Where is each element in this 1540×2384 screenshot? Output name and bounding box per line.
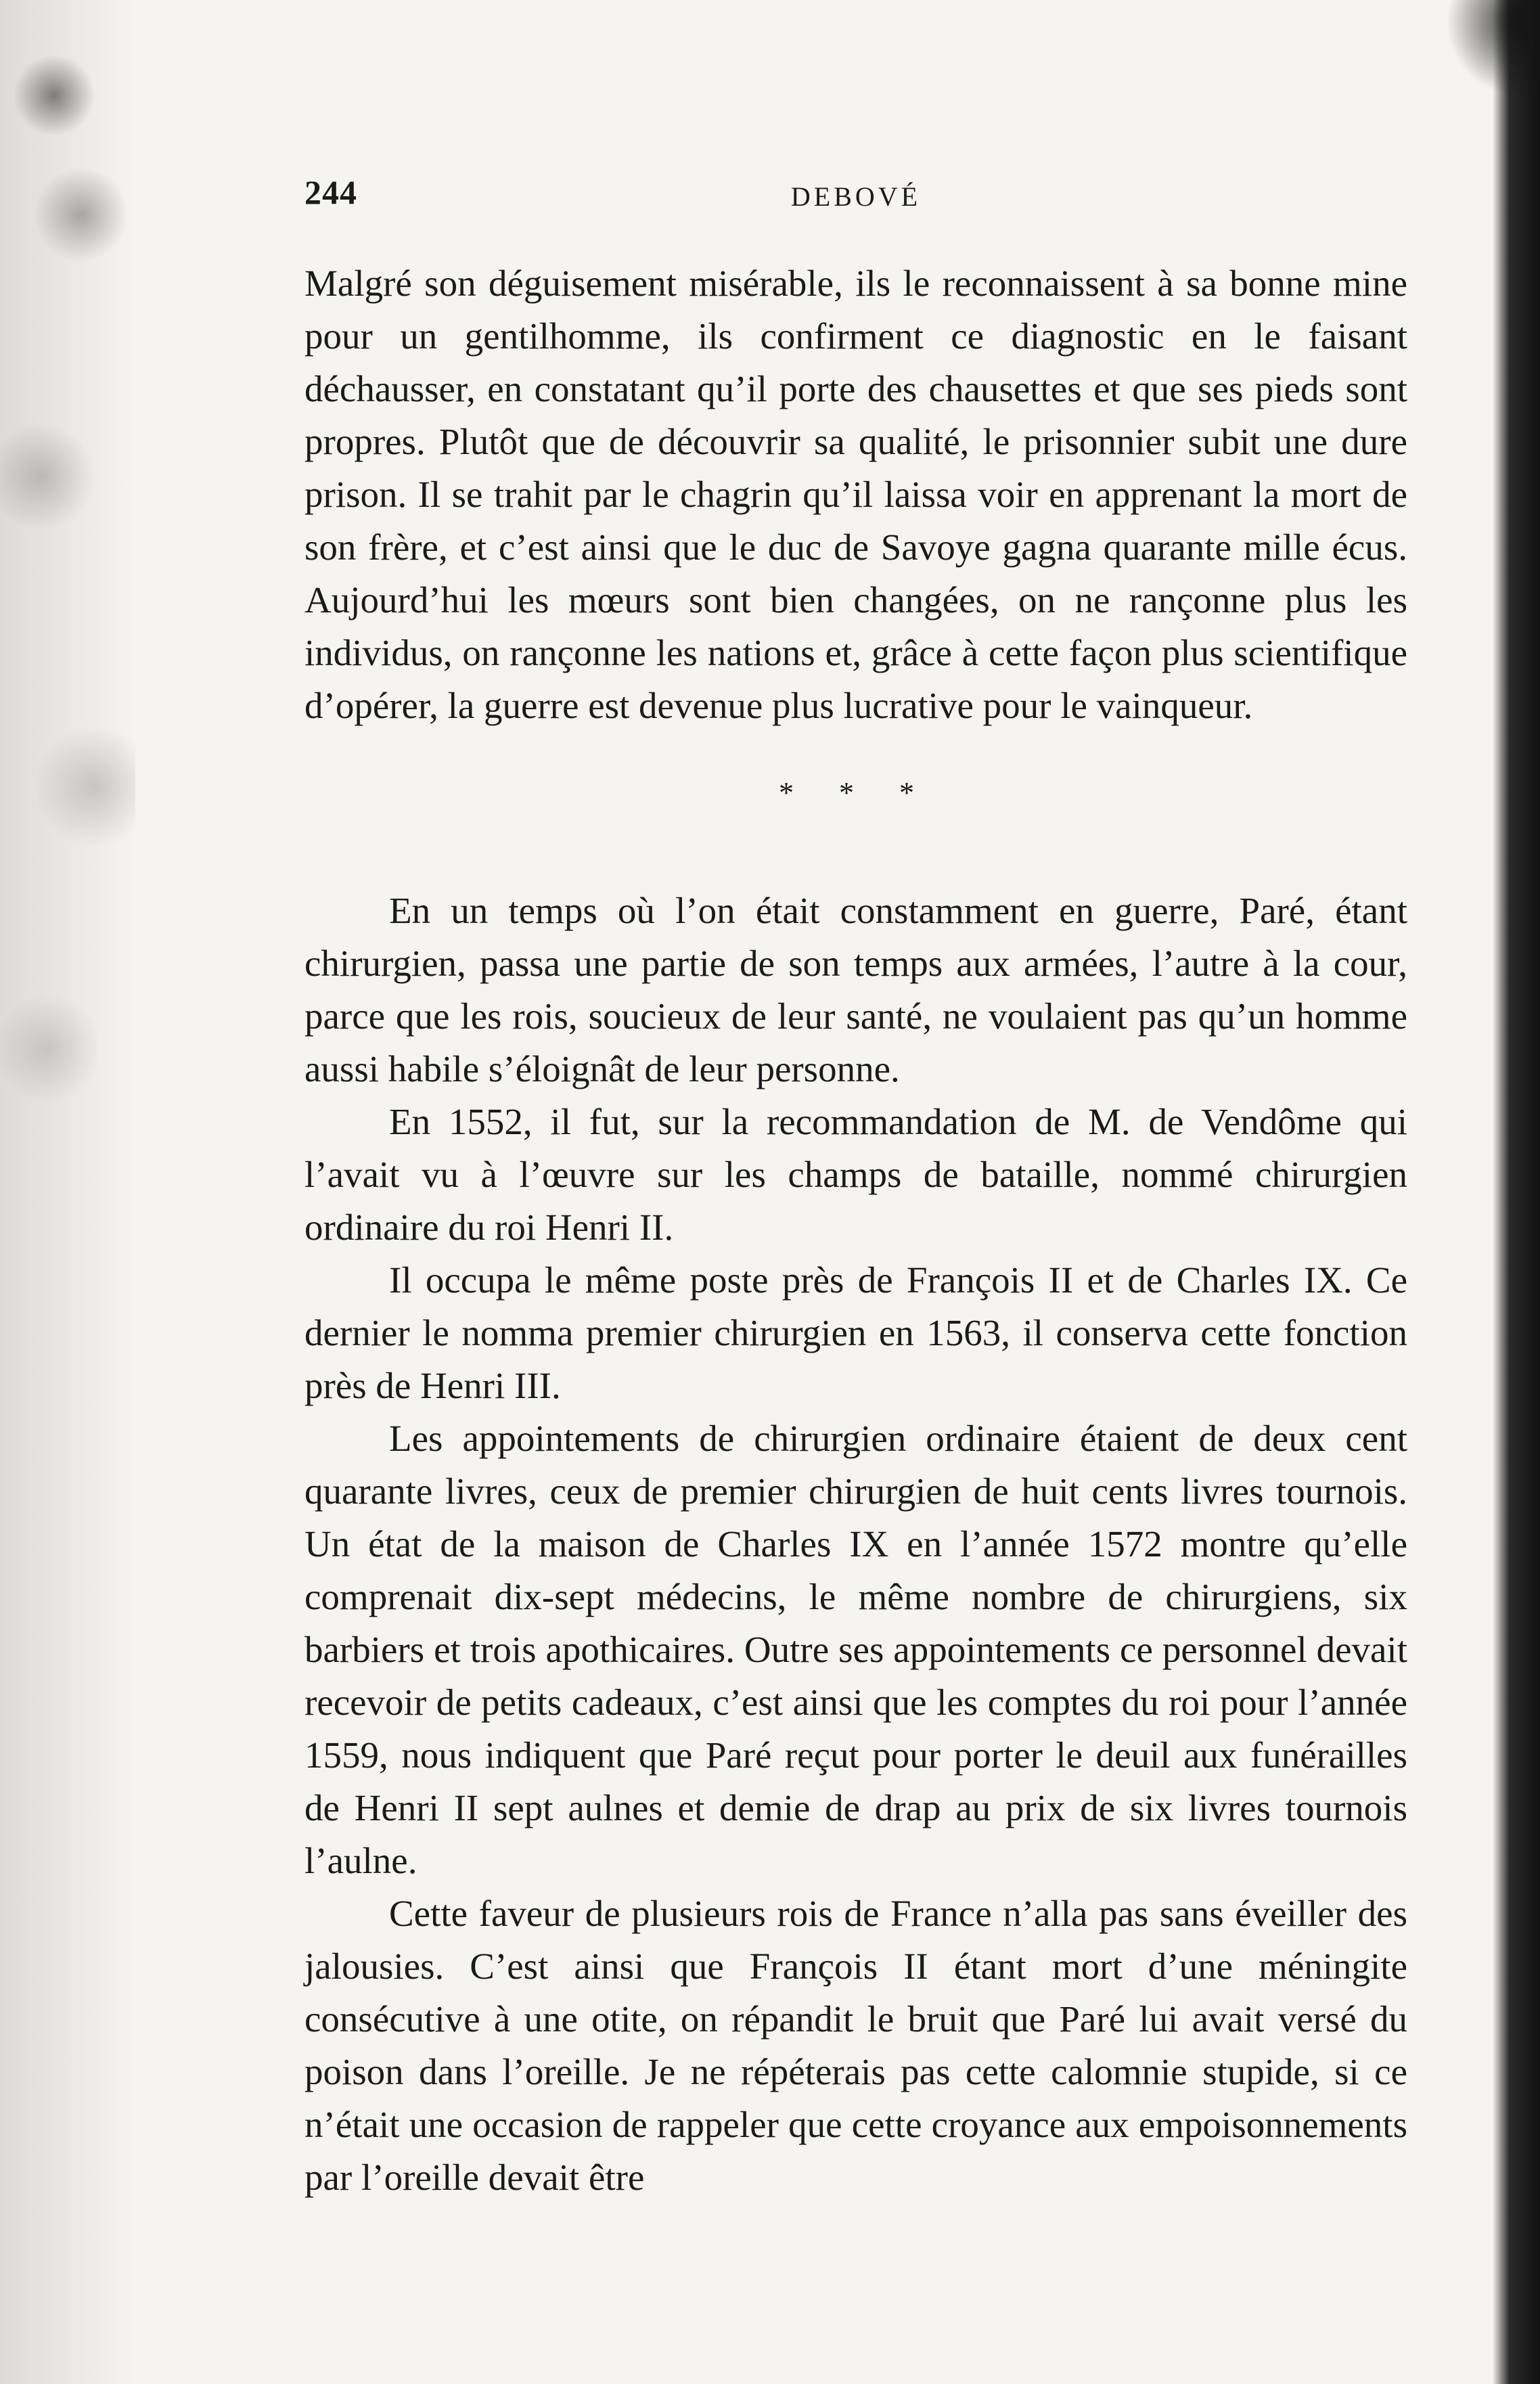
paragraph: En un temps où l’on était constamment en guerre, Paré, étant chirurgien, passa une partie de son temps aux armées, l’autre à la cour, parce que les rois, soucieux de leur santé, ne voulaient pas qu’un homme aussi habile s’éloignât de leur personne. (304, 890, 1407, 1089)
paragraph: Cette faveur de plusieurs rois de France n’alla pas sans éveiller des jalousies. C’est ainsi que François II étant mort d’une méningite consécutive à une otite, on répandit le bruit que Paré lui avait versé du poison dans l’oreille. Je ne répéterais pas cette calomnie stupide, si ce n’était une occasion de rappeler que cette croyance aux empoisonnements par l’oreille devait être (304, 1893, 1407, 2198)
paragraph: Malgré son déguisement misérable, ils le reconnaissent à sa bonne mine pour un gentilhomme, ils confirment ce diagnostic en le faisant déchausser, en constatant qu’il porte des chausettes et que ses pieds sont propres. Plutôt que de découvrir sa qualité, le prisonnier subit une dure prison. Il se trahit par le chagrin qu’il laissa voir en apprenant la mort de son frère, et c’est ainsi que le duc de Savoye gagna quarante mille écus. Aujourd’hui les mœurs sont bien changées, on ne rançonne plus les individus, on rançonne les nations et, grâce à cette façon plus scientifique d’opérer, la guerre est devenue plus lucrative pour le vainqueur. (304, 263, 1407, 726)
running-head: DEBOVÉ (790, 181, 922, 212)
section-separator: * * * (779, 776, 933, 809)
scan-shadow-right (1493, 0, 1540, 2384)
scan-shadow-right-top (1445, 0, 1540, 108)
page-header (304, 173, 1407, 227)
page-body (304, 257, 1407, 2204)
paragraph: En 1552, il fut, sur la recommandation de M. de Vendôme qui l’avait vu à l’œuvre sur les champs de bataille, nommé chirurgien ordinaire du roi Henri II. (304, 1101, 1407, 1248)
scan-shadow-left (0, 0, 135, 2384)
page-number: 244 (304, 173, 357, 211)
paragraph: Il occupa le même poste près de François II et de Charles IX. Ce dernier le nomma premier chirurgien en 1563, il conserva cette fonction près de Henri III. (304, 1259, 1407, 1406)
paragraph: Les appointements de chirurgien ordinaire étaient de deux cent quarante livres, ceux de premier chirurgien de huit cents livres tournois. Un état de la maison de Charles IX en l’année 1572 montre qu’elle comprenait dix-sept médecins, le même nombre de chirurgiens, six barbiers et trois apothicaires. Outre ses appointements ce personnel devait recevoir de petits cadeaux, c’est ainsi que les comptes du roi pour l’année 1559, nous indiquent que Paré reçut pour porter le deuil aux funérailles de Henri II sept aulnes et demie de drap au prix de six livres tournois l’aulne. (304, 1418, 1407, 1881)
